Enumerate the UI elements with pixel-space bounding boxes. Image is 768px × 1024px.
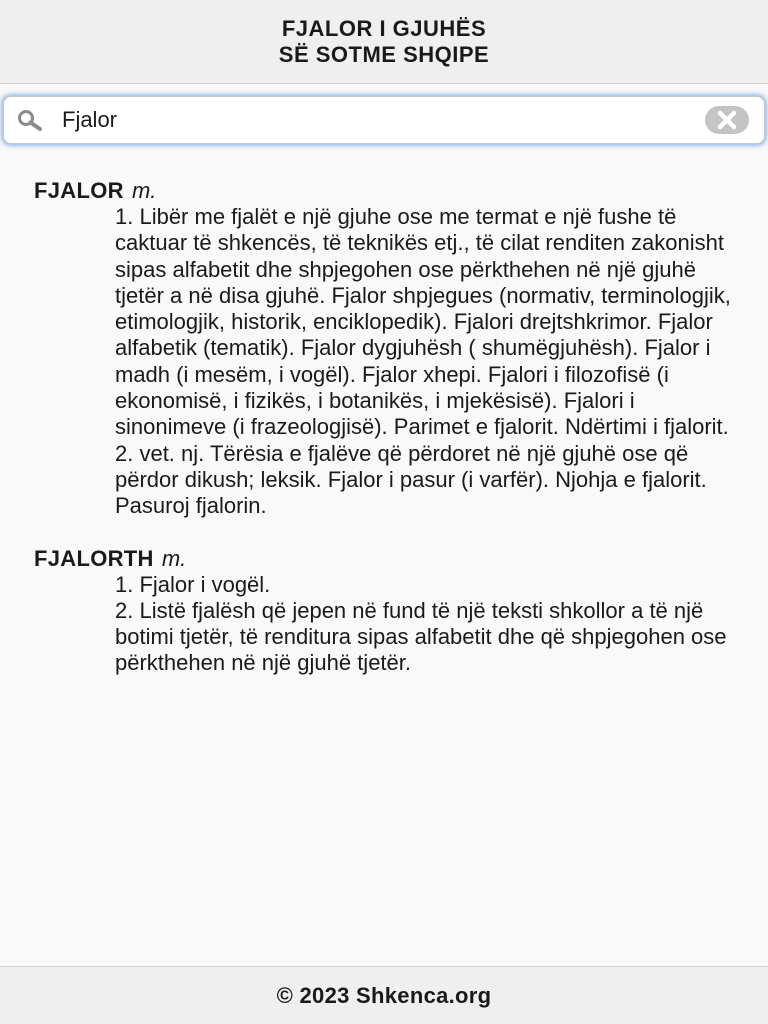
page-title-line-1: FJALOR I GJUHËS: [281, 15, 487, 41]
header-bar: [0, 0, 768, 84]
dictionary-entry: [34, 178, 734, 520]
entry-sense: 1. Fjalor i vogël.: [115, 571, 271, 597]
entry-part-of-speech: m.: [131, 178, 157, 203]
entry-sense: 2. Listë fjalësh që jepen në fund të një teksti shkollor a të një botimi tjetër, të renditura sipas alfabetit dhe që shpjegohen ose përkthehen në një gjuhë tjetër.: [115, 597, 727, 676]
entry-sense: 1. Libër me fjalët e një gjuhe ose me termat e një fushe të caktuar të shkencës, të teknikës etj., të cilat renditen zakonisht sipas alfabetit dhe shpjegohen ose përkthehen në një gjuhë tjetër a në disa gjuhë. Fjalor shpjegues (normativ, terminologjik, etimologjik, historik, enciklopedik). Fjalori drejtshkrimor. Fjalor alfabetik (tematik). Fjalor dygjuhësh ( shumëgjuhësh). Fjalor i madh (i mesëm, i vogël). Fjalor xhepi. Fjalori i filozofisë (i ekonomisë, i fizikës, i botanikës, i mjekësisë). Fjalori i sinonimeve (i frazeologjisë). Parimet e fjalorit. Ndërtimi i fjalorit.: [115, 204, 731, 440]
search-icon: [16, 109, 44, 133]
dictionary-entry: [34, 546, 734, 677]
search-input[interactable]: [62, 103, 682, 137]
clear-icon[interactable]: [704, 105, 750, 135]
search-box[interactable]: [3, 96, 765, 144]
entry-headword: FJALORTH: [34, 545, 154, 571]
entry-heading: [34, 178, 734, 204]
entry-headword: FJALOR: [34, 178, 124, 203]
copyright-link[interactable]: © 2023 Shkenca.org: [276, 982, 492, 1008]
results-list: [0, 170, 768, 960]
page-title-line-2: SË SOTME SHQIPE: [278, 41, 490, 67]
entry-part-of-speech: m.: [161, 545, 187, 571]
footer-bar: [0, 966, 768, 1024]
entry-sense: 2. vet. nj. Tërësia e fjalëve që përdoret në një gjuhë ose që përdor dikush; leksik. Fjalor i pasur (i varfër). Njohja e fjalorit. Pasuroj fjalorin.: [115, 440, 707, 519]
search-bar: [0, 92, 768, 148]
entry-heading: [34, 546, 734, 572]
